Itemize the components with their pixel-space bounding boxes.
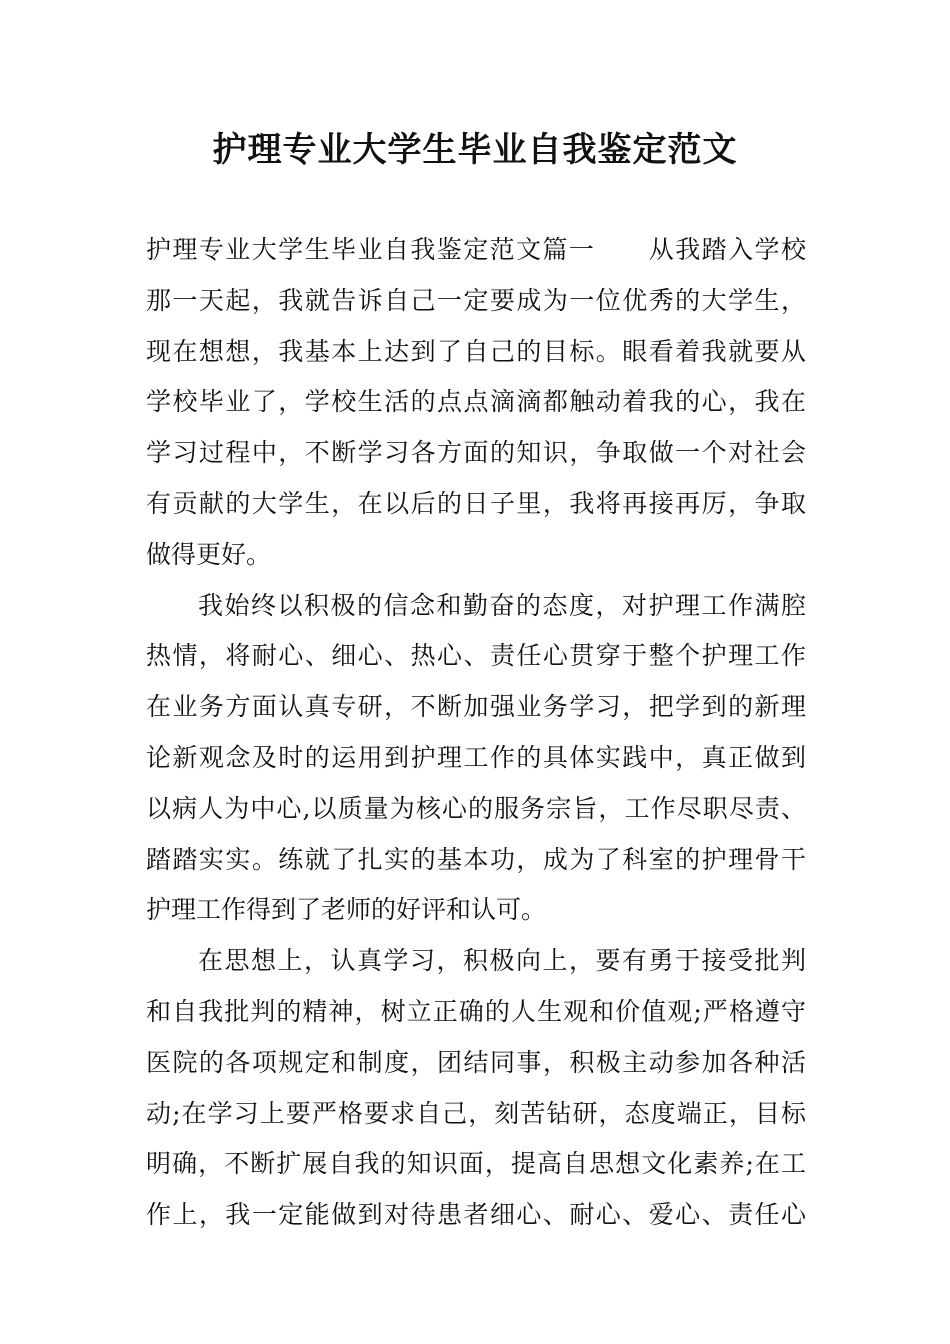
paragraph-line: 论新观念及时的运用到护理工作的具体实践中，真正做到 <box>146 742 806 772</box>
paragraph-line: 和自我批判的精神，树立正确的人生观和价值观;严格遵守 <box>146 996 806 1026</box>
paragraph-line: 以病人为中心,以质量为核心的服务宗旨，工作尽职尽责、 <box>146 793 806 823</box>
paragraph-line: 学校毕业了，学校生活的点点滴滴都触动着我的心，我在 <box>146 387 806 417</box>
paragraph-line: 在业务方面认真专研，不断加强业务学习，把学到的新理 <box>146 692 806 722</box>
paragraph-line: 做得更好。 <box>146 539 272 569</box>
paragraph-line: 我始终以积极的信念和勤奋的态度，对护理工作满腔 <box>198 590 806 620</box>
paragraph-line: 医院的各项规定和制度，团结同事，积极主动参加各种活 <box>146 1047 806 1077</box>
paragraph-1 <box>146 225 806 581</box>
section-heading: 护理专业大学生毕业自我鉴定范文篇一 <box>146 235 596 264</box>
paragraph-line: 作上，我一定能做到对待患者细心、耐心、爱心、责任心 <box>146 1200 806 1230</box>
paragraph-line: 踏踏实实。练就了扎实的基本功，成为了科室的护理骨干 <box>146 844 806 874</box>
paragraph-line: 那一天起，我就告诉自己一定要成为一位优秀的大学生， <box>146 285 806 315</box>
document-title: 护理专业大学生毕业自我鉴定范文 <box>212 130 738 170</box>
paragraph-line <box>146 225 806 276</box>
paragraph-line: 在思想上，认真学习，积极向上，要有勇于接受批判 <box>198 946 806 976</box>
paragraph-line: 护理工作得到了老师的好评和认可。 <box>146 895 547 925</box>
paragraph-3 <box>146 936 806 1241</box>
paragraph-line: 热情，将耐心、细心、热心、责任心贯穿于整个护理工作 <box>146 641 806 671</box>
paragraph-text: 从我踏入学校 <box>647 235 806 264</box>
paragraph-line: 有贡献的大学生，在以后的日子里，我将再接再厉，争取 <box>146 488 806 518</box>
paragraph-2 <box>146 581 806 937</box>
paragraph-line: 现在想想，我基本上达到了自己的目标。眼看着我就要从 <box>146 336 806 366</box>
document-body <box>146 225 806 1241</box>
paragraph-line: 学习过程中，不断学习各方面的知识，争取做一个对社会 <box>146 438 806 468</box>
paragraph-line: 明确，不断扩展自我的知识面，提高自思想文化素养;在工 <box>146 1149 806 1179</box>
paragraph-line: 动;在学习上要严格要求自己，刻苦钻研，态度端正，目标 <box>146 1098 806 1128</box>
